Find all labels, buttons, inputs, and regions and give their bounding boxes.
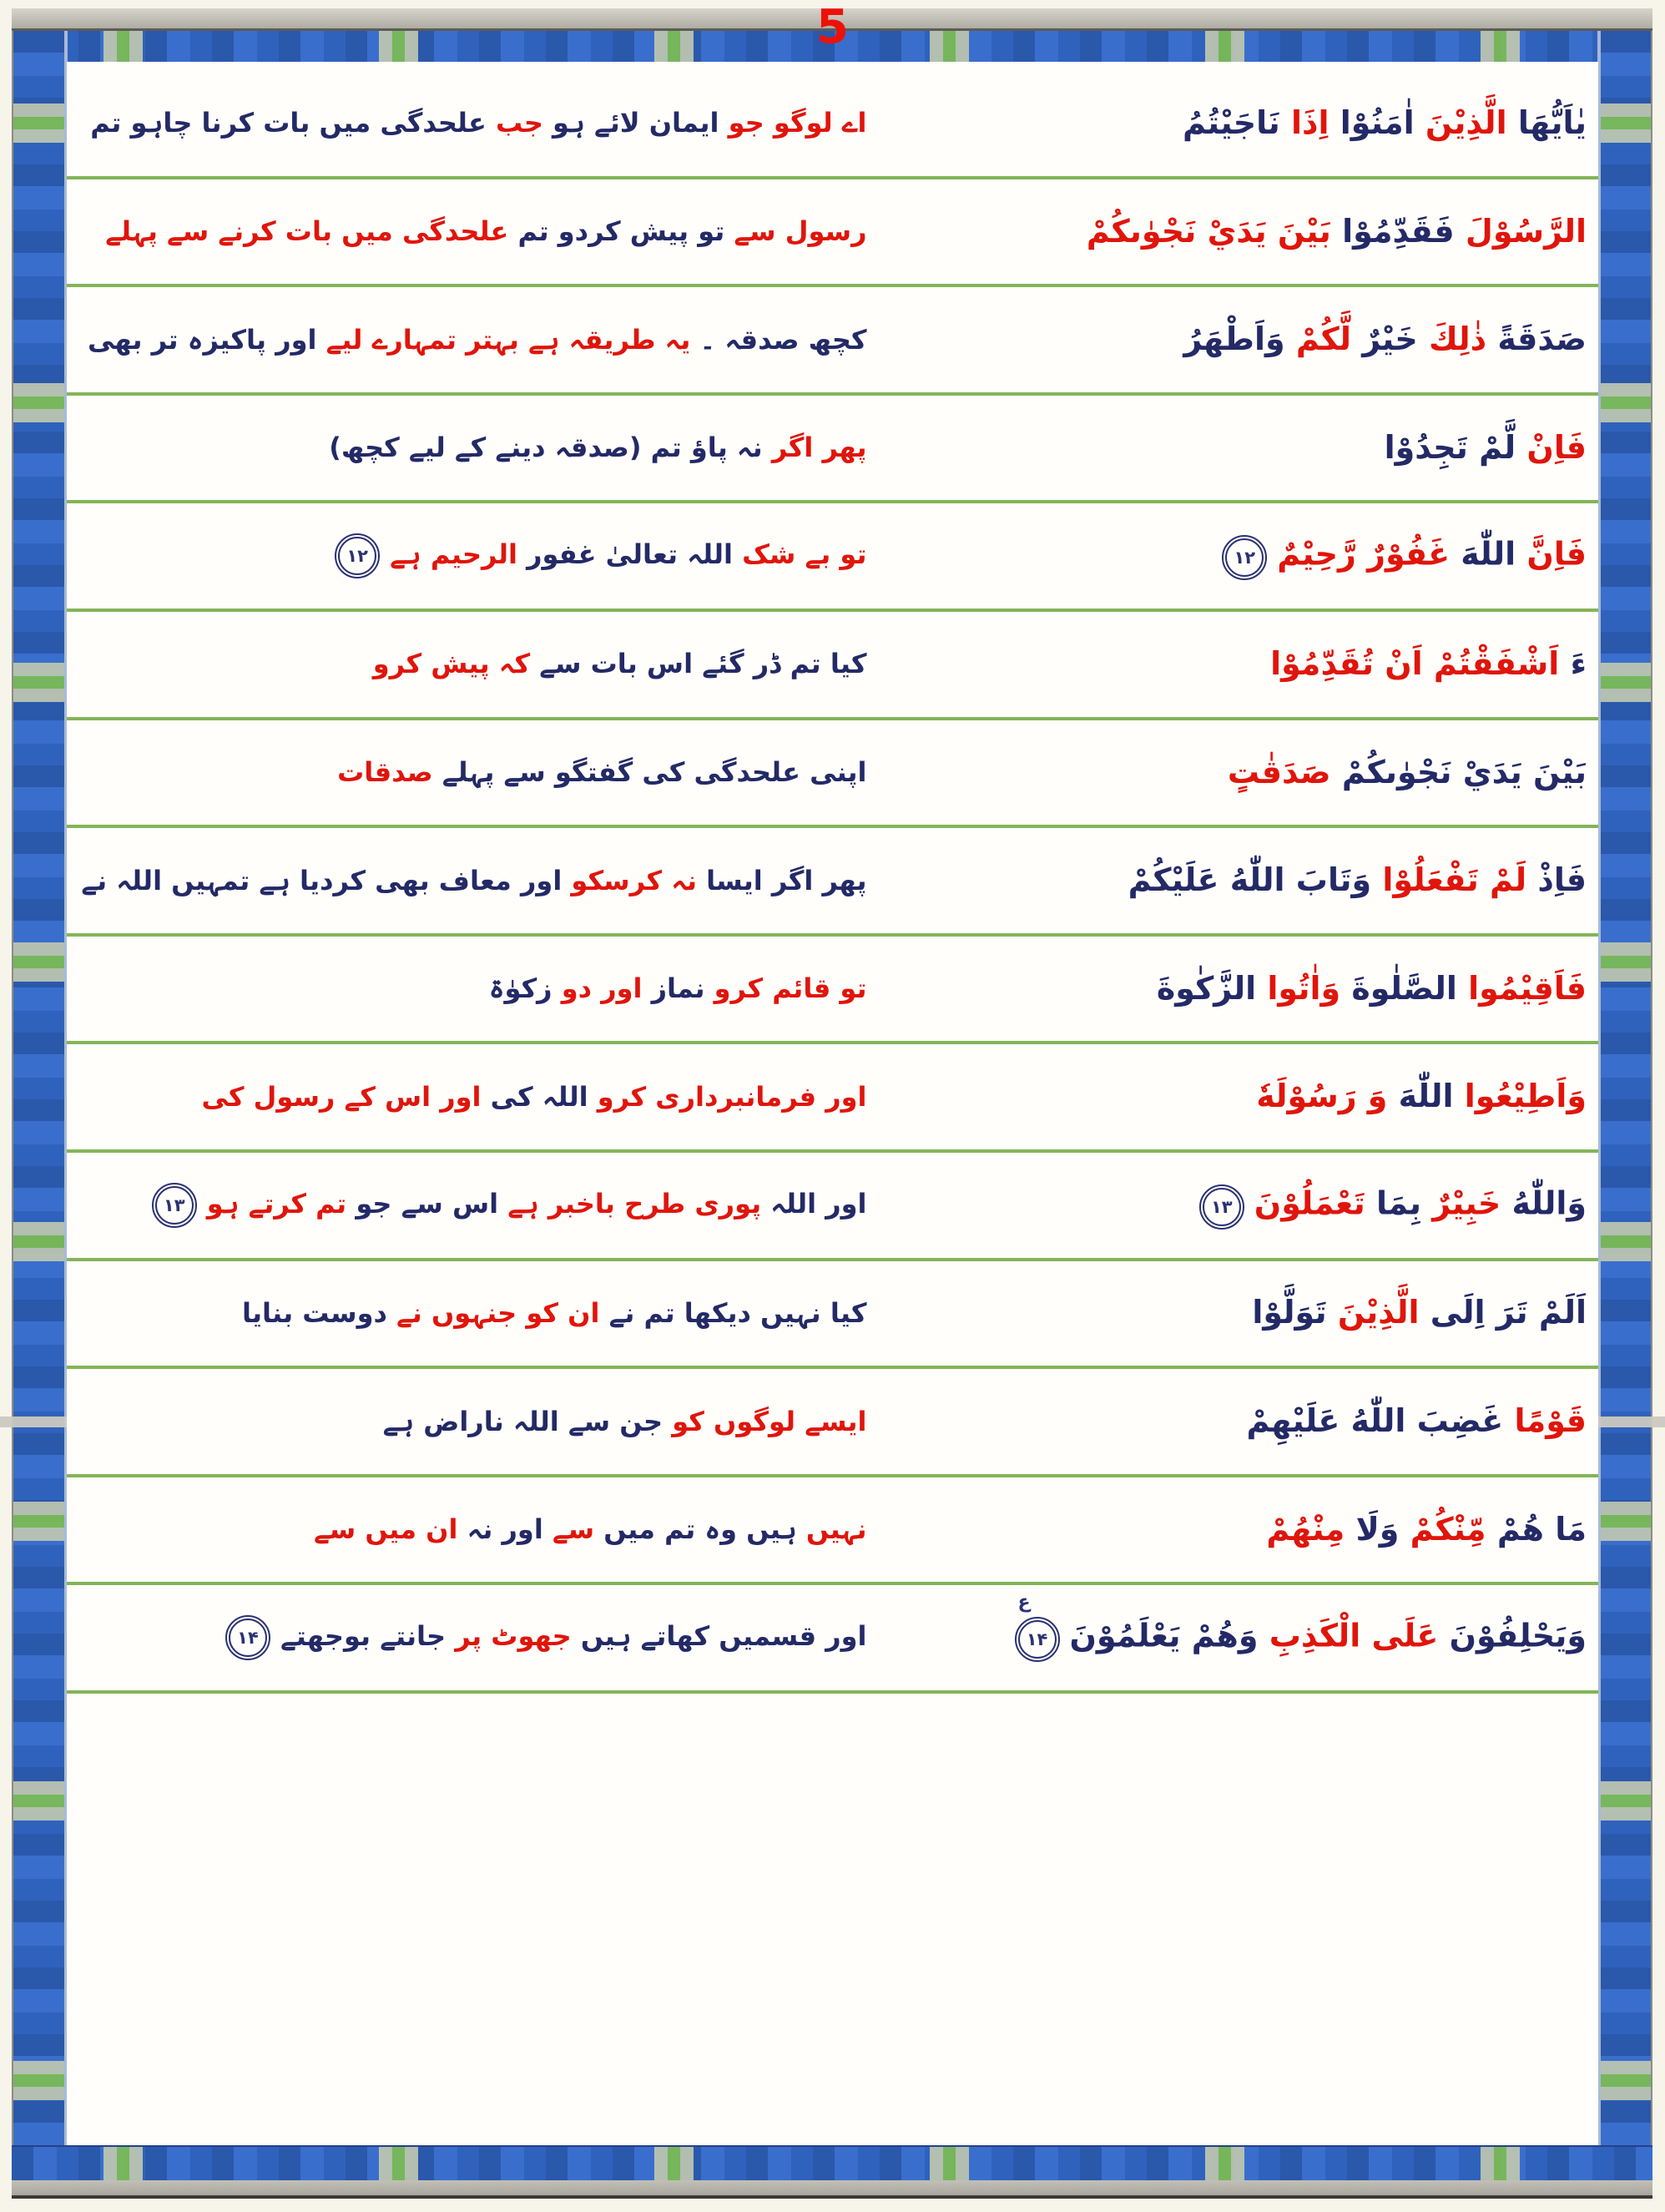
- arabic-verse-cell-segment: فَاِنْ: [1516, 428, 1587, 466]
- urdu-translation-cell: [67, 108, 901, 139]
- verse-row-3: [67, 287, 1598, 396]
- arabic-verse-cell: [901, 1184, 1599, 1226]
- urdu-translation-cell-segment: سے: [542, 1513, 595, 1546]
- frame-left-border: [12, 31, 68, 2194]
- arabic-verse-cell-segment: اللّٰهَ: [1387, 1078, 1454, 1115]
- verse-number-badge: [155, 1186, 194, 1225]
- arabic-verse-cell: [901, 755, 1599, 791]
- urdu-translation-cell-segment: تم کرتے ہو: [206, 1187, 347, 1220]
- verse-row-1: [67, 71, 1598, 179]
- frame-bottom-border: [12, 2145, 1652, 2182]
- scan-seam-left: [0, 1417, 67, 1427]
- frame-bottom-gray-strip: [12, 2180, 1652, 2199]
- urdu-translation-cell-segment: نہیں: [796, 1513, 867, 1546]
- arabic-verse-cell-segment: لَّكُمْ: [1284, 321, 1351, 358]
- verse-row-14: [67, 1477, 1598, 1586]
- urdu-translation-cell-segment: تو بے شک: [733, 538, 867, 571]
- urdu-translation-cell-segment: ایمان لائے ہو: [542, 107, 719, 139]
- arabic-verse-cell-segment: تَوَلَّوْا: [1252, 1294, 1327, 1331]
- urdu-translation-cell-segment: یہ طریقہ ہے بہتر تمہارے لیے: [316, 323, 691, 356]
- arabic-verse-cell-segment: ءَ: [1559, 644, 1587, 682]
- arabic-verse-cell: [901, 214, 1599, 250]
- urdu-translation-cell-segment: پھر اگر ایسا: [696, 864, 867, 896]
- urdu-translation-cell: [67, 1514, 901, 1545]
- urdu-translation-cell-segment: نماز: [642, 972, 705, 1005]
- arabic-verse-cell-segment: الصَّلٰوةَ: [1340, 969, 1457, 1007]
- arabic-verse-cell-segment: وَاَطْهَرُ: [1183, 321, 1285, 358]
- verse-number-badge: [1203, 1184, 1241, 1226]
- scan-seam-right: [1598, 1417, 1665, 1427]
- verse-number: ۱۴: [229, 1619, 267, 1657]
- arabic-verse-cell: [901, 321, 1599, 358]
- arabic-verse-cell-segment: وَاٰتُوا: [1256, 969, 1341, 1007]
- arabic-verse-cell-segment: غَضِبَ اللّٰهُ عَلَيْهِمْ: [1246, 1402, 1504, 1440]
- verse-row-2: [67, 179, 1598, 288]
- arabic-verse-cell-segment: الَّذِيْنَ: [1326, 1294, 1420, 1331]
- urdu-translation-cell-segment: زکوٰۃ: [488, 972, 552, 1005]
- arabic-verse-cell: [901, 646, 1599, 683]
- urdu-translation-cell-segment: اور اللہ: [761, 1187, 867, 1220]
- arabic-verse-cell-segment: وَاَطِيْعُوا: [1453, 1078, 1587, 1115]
- verse-number-badge: [338, 537, 376, 575]
- urdu-translation-cell-segment: اور قسمیں کھاتے ہیں: [571, 1620, 867, 1653]
- arabic-verse-cell-segment: الرَّسُوْلَ: [1454, 212, 1587, 250]
- arabic-verse-cell-segment: اِذَا: [1279, 104, 1329, 141]
- verse-row-6: [67, 612, 1598, 720]
- arabic-verse-cell-segment: وَ رَسُوْلَهٗ: [1256, 1078, 1388, 1115]
- arabic-verse-cell-segment: بَيْنَ يَدَيْ نَجْوٰىكُمْ: [1330, 753, 1587, 790]
- urdu-translation-cell-segment: اللہ تعالیٰ غفور: [527, 538, 733, 571]
- urdu-translation-cell-segment: اپنی علحدگی کی گفتگو سے پہلے: [432, 755, 867, 788]
- arabic-verse-cell-segment: فَاِنَّ: [1516, 535, 1587, 573]
- verse-number-badge: [1225, 535, 1264, 577]
- arabic-verse-cell: [901, 105, 1599, 142]
- arabic-verse-cell-segment: صَدَقَةً: [1486, 321, 1587, 358]
- verse-row-5: [67, 503, 1598, 612]
- urdu-translation-cell-segment: کہ پیش کرو: [372, 648, 531, 680]
- arabic-verse-cell-segment: وَاللّٰهُ: [1501, 1184, 1587, 1222]
- urdu-translation-cell-segment: جب: [486, 107, 543, 139]
- page-number: 5: [816, 0, 849, 54]
- verse-number-badge: [229, 1619, 267, 1657]
- urdu-translation-cell: [67, 216, 901, 247]
- arabic-verse-cell-segment: وَتَابَ اللّٰهُ عَلَيْكُمْ: [1128, 861, 1372, 899]
- arabic-verse-cell: [901, 1512, 1599, 1548]
- arabic-verse-cell-segment: تَعْمَلُوْنَ: [1254, 1184, 1365, 1222]
- arabic-verse-cell-segment: خَبِيْرٌ: [1421, 1184, 1501, 1222]
- urdu-translation-cell: [67, 1406, 901, 1437]
- urdu-translation-cell-segment: ان کو جنہوں نے: [386, 1296, 600, 1329]
- urdu-translation-cell-segment: ان میں سے: [314, 1513, 458, 1546]
- urdu-translation-cell: [67, 866, 901, 896]
- arabic-verse-cell-segment: اٰمَنُوْا: [1329, 104, 1415, 141]
- urdu-translation-cell-segment: جن سے اللہ ناراض ہے: [382, 1405, 663, 1437]
- arabic-verse-cell: [901, 1078, 1599, 1115]
- urdu-translation-cell-segment: ہیں وہ تم میں: [594, 1513, 797, 1546]
- verse-number-badge: [1017, 1592, 1057, 1659]
- verse-row-11: [67, 1153, 1598, 1261]
- arabic-verse-cell-segment: عَلَى الْكَذِبِ: [1258, 1617, 1439, 1654]
- arabic-verse-cell: [901, 1403, 1599, 1440]
- urdu-translation-cell: [67, 1298, 901, 1329]
- urdu-translation-cell: [67, 1186, 901, 1225]
- arabic-verse-cell-segment: بَيْنَ يَدَيْ نَجْوٰىكُمْ: [1086, 212, 1331, 250]
- verse-row-13: [67, 1369, 1598, 1477]
- arabic-verse-cell-segment: اللّٰهَ: [1450, 535, 1516, 573]
- urdu-translation-cell-segment: اے لوگو جو: [719, 107, 867, 139]
- arabic-verse-cell-segment: لَّمْ تَجِدُوْا: [1384, 428, 1516, 466]
- arabic-verse-cell-segment: خَيْرٌ: [1351, 321, 1418, 358]
- arabic-verse-cell-segment: ذٰلِكَ: [1417, 321, 1487, 358]
- verse-number: ۱۴: [1018, 1620, 1057, 1659]
- verse-row-7: [67, 720, 1598, 829]
- urdu-translation-cell: [67, 973, 901, 1004]
- urdu-translation-cell-segment: اور پاکیزہ تر بھی: [87, 323, 317, 356]
- urdu-translation-cell-segment: جھوٹ پر: [446, 1620, 572, 1653]
- arabic-verse-cell: [901, 535, 1599, 577]
- verse-row-12: [67, 1261, 1598, 1370]
- urdu-translation-cell-segment: کیا نہیں دیکھا تم نے: [599, 1296, 867, 1329]
- ruku-mark: ع: [1017, 1592, 1031, 1614]
- urdu-translation-cell-segment: تو پیش کردو تم: [508, 215, 725, 247]
- arabic-verse-cell-segment: غَفُوْرٌ رَّحِيْمٌ: [1277, 535, 1451, 573]
- urdu-translation-cell: [67, 1082, 901, 1113]
- urdu-translation-cell: [67, 1619, 901, 1657]
- urdu-translation-cell-segment: اس سے جو: [346, 1187, 499, 1220]
- arabic-verse-cell-segment: الَّذِيْنَ: [1414, 104, 1507, 141]
- verse-table: [67, 71, 1598, 1694]
- urdu-translation-cell-segment: نہ کرسکو: [562, 864, 697, 896]
- urdu-translation-cell: [67, 757, 901, 788]
- frame-right-border: [1597, 31, 1652, 2194]
- urdu-translation-cell-segment: اللہ کی: [481, 1080, 588, 1113]
- arabic-verse-cell: [901, 1295, 1599, 1331]
- verse-row-8: [67, 828, 1598, 937]
- urdu-translation-cell-segment: پھر اگر: [762, 432, 867, 464]
- urdu-translation-cell-segment: اور معاف بھی کردیا ہے تمہیں اللہ نے: [81, 864, 563, 896]
- arabic-verse-cell: [901, 430, 1599, 467]
- arabic-verse-cell-segment: مِنْهُمْ: [1266, 1510, 1345, 1548]
- urdu-translation-cell: [67, 325, 901, 356]
- urdu-translation-cell: [67, 649, 901, 679]
- arabic-verse-cell: [901, 971, 1599, 1008]
- urdu-translation-cell-segment: تو قائم کرو: [704, 972, 867, 1005]
- arabic-verse-cell-segment: وَيَحْلِفُوْنَ: [1438, 1617, 1587, 1654]
- urdu-translation-cell-segment: علحدگی میں بات کرنا چاہو تم: [90, 107, 487, 139]
- arabic-verse-cell-segment: لَمْ تَفْعَلُوْا: [1371, 861, 1527, 899]
- verse-number: ۱۲: [1225, 538, 1264, 577]
- urdu-translation-cell-segment: صدقات: [337, 755, 433, 788]
- urdu-translation-cell-segment: نہ پاؤ تم (صدقہ دینے کے لیے کچھ): [329, 432, 763, 464]
- verse-number: ۱۳: [155, 1186, 194, 1225]
- arabic-verse-cell-segment: صَدَقٰتٍ: [1227, 753, 1331, 790]
- urdu-translation-cell: [67, 432, 901, 463]
- arabic-verse-cell-segment: قَوْمًا: [1503, 1402, 1587, 1440]
- urdu-translation-cell: [67, 537, 901, 575]
- arabic-verse-cell-segment: وَهُمْ يَعْلَمُوْنَ: [1069, 1617, 1259, 1654]
- urdu-translation-cell-segment: علحدگی میں بات کرنے سے پہلے: [105, 215, 509, 247]
- verse-row-10: [67, 1044, 1598, 1153]
- arabic-verse-cell-segment: نَاجَيْتُمُ: [1182, 104, 1280, 141]
- arabic-verse-cell-segment: اَلَمْ تَرَ اِلَى: [1419, 1294, 1587, 1331]
- arabic-verse-cell-segment: مِّنْكُمْ: [1399, 1510, 1486, 1548]
- urdu-translation-cell-segment: کچھ صدقہ ۔: [690, 323, 867, 356]
- arabic-verse-cell-segment: اَشْفَقْتُمْ اَنْ تُقَدِّمُوْا: [1270, 644, 1560, 682]
- urdu-translation-cell-segment: اور فرمانبرداری کرو: [588, 1080, 867, 1113]
- arabic-verse-cell-segment: وَلَا: [1345, 1510, 1400, 1548]
- verse-row-9: [67, 937, 1598, 1045]
- arabic-verse-cell-segment: يٰاَيُّهَا: [1506, 104, 1587, 141]
- arabic-verse-cell-segment: فَاِذْ: [1526, 861, 1587, 899]
- verse-row-15: [67, 1585, 1598, 1694]
- urdu-translation-cell-segment: کیا تم ڈر گئے اس بات سے: [530, 648, 867, 680]
- urdu-translation-cell-segment: دوست بنایا: [241, 1296, 387, 1329]
- verse-number: ۱۳: [1203, 1188, 1241, 1226]
- verse-row-4: [67, 396, 1598, 504]
- urdu-translation-cell-segment: پوری طرح باخبر ہے: [498, 1187, 762, 1220]
- urdu-translation-cell-segment: ایسے لوگوں کو: [663, 1405, 867, 1437]
- urdu-translation-cell-segment: جانتے بوجھتے: [280, 1620, 447, 1653]
- arabic-verse-cell-segment: بِمَا: [1365, 1184, 1422, 1222]
- urdu-translation-cell-segment: الرحیم ہے: [390, 538, 527, 571]
- arabic-verse-cell-segment: الزَّكٰوةَ: [1156, 969, 1257, 1007]
- arabic-verse-cell-segment: فَقَدِّمُوْا: [1330, 212, 1455, 250]
- verse-number: ۱۲: [338, 537, 376, 575]
- urdu-translation-cell-segment: اور اس کے رسول کی: [201, 1080, 482, 1113]
- urdu-translation-cell-segment: اور دو: [552, 972, 643, 1005]
- arabic-verse-cell: [901, 862, 1599, 899]
- urdu-translation-cell-segment: اور نہ: [457, 1513, 543, 1546]
- urdu-translation-cell-segment: رسول سے: [724, 215, 867, 247]
- arabic-verse-cell: [901, 1592, 1599, 1659]
- arabic-verse-cell-segment: فَاَقِيْمُوا: [1456, 969, 1587, 1007]
- arabic-verse-cell-segment: مَا هُمْ: [1486, 1510, 1587, 1548]
